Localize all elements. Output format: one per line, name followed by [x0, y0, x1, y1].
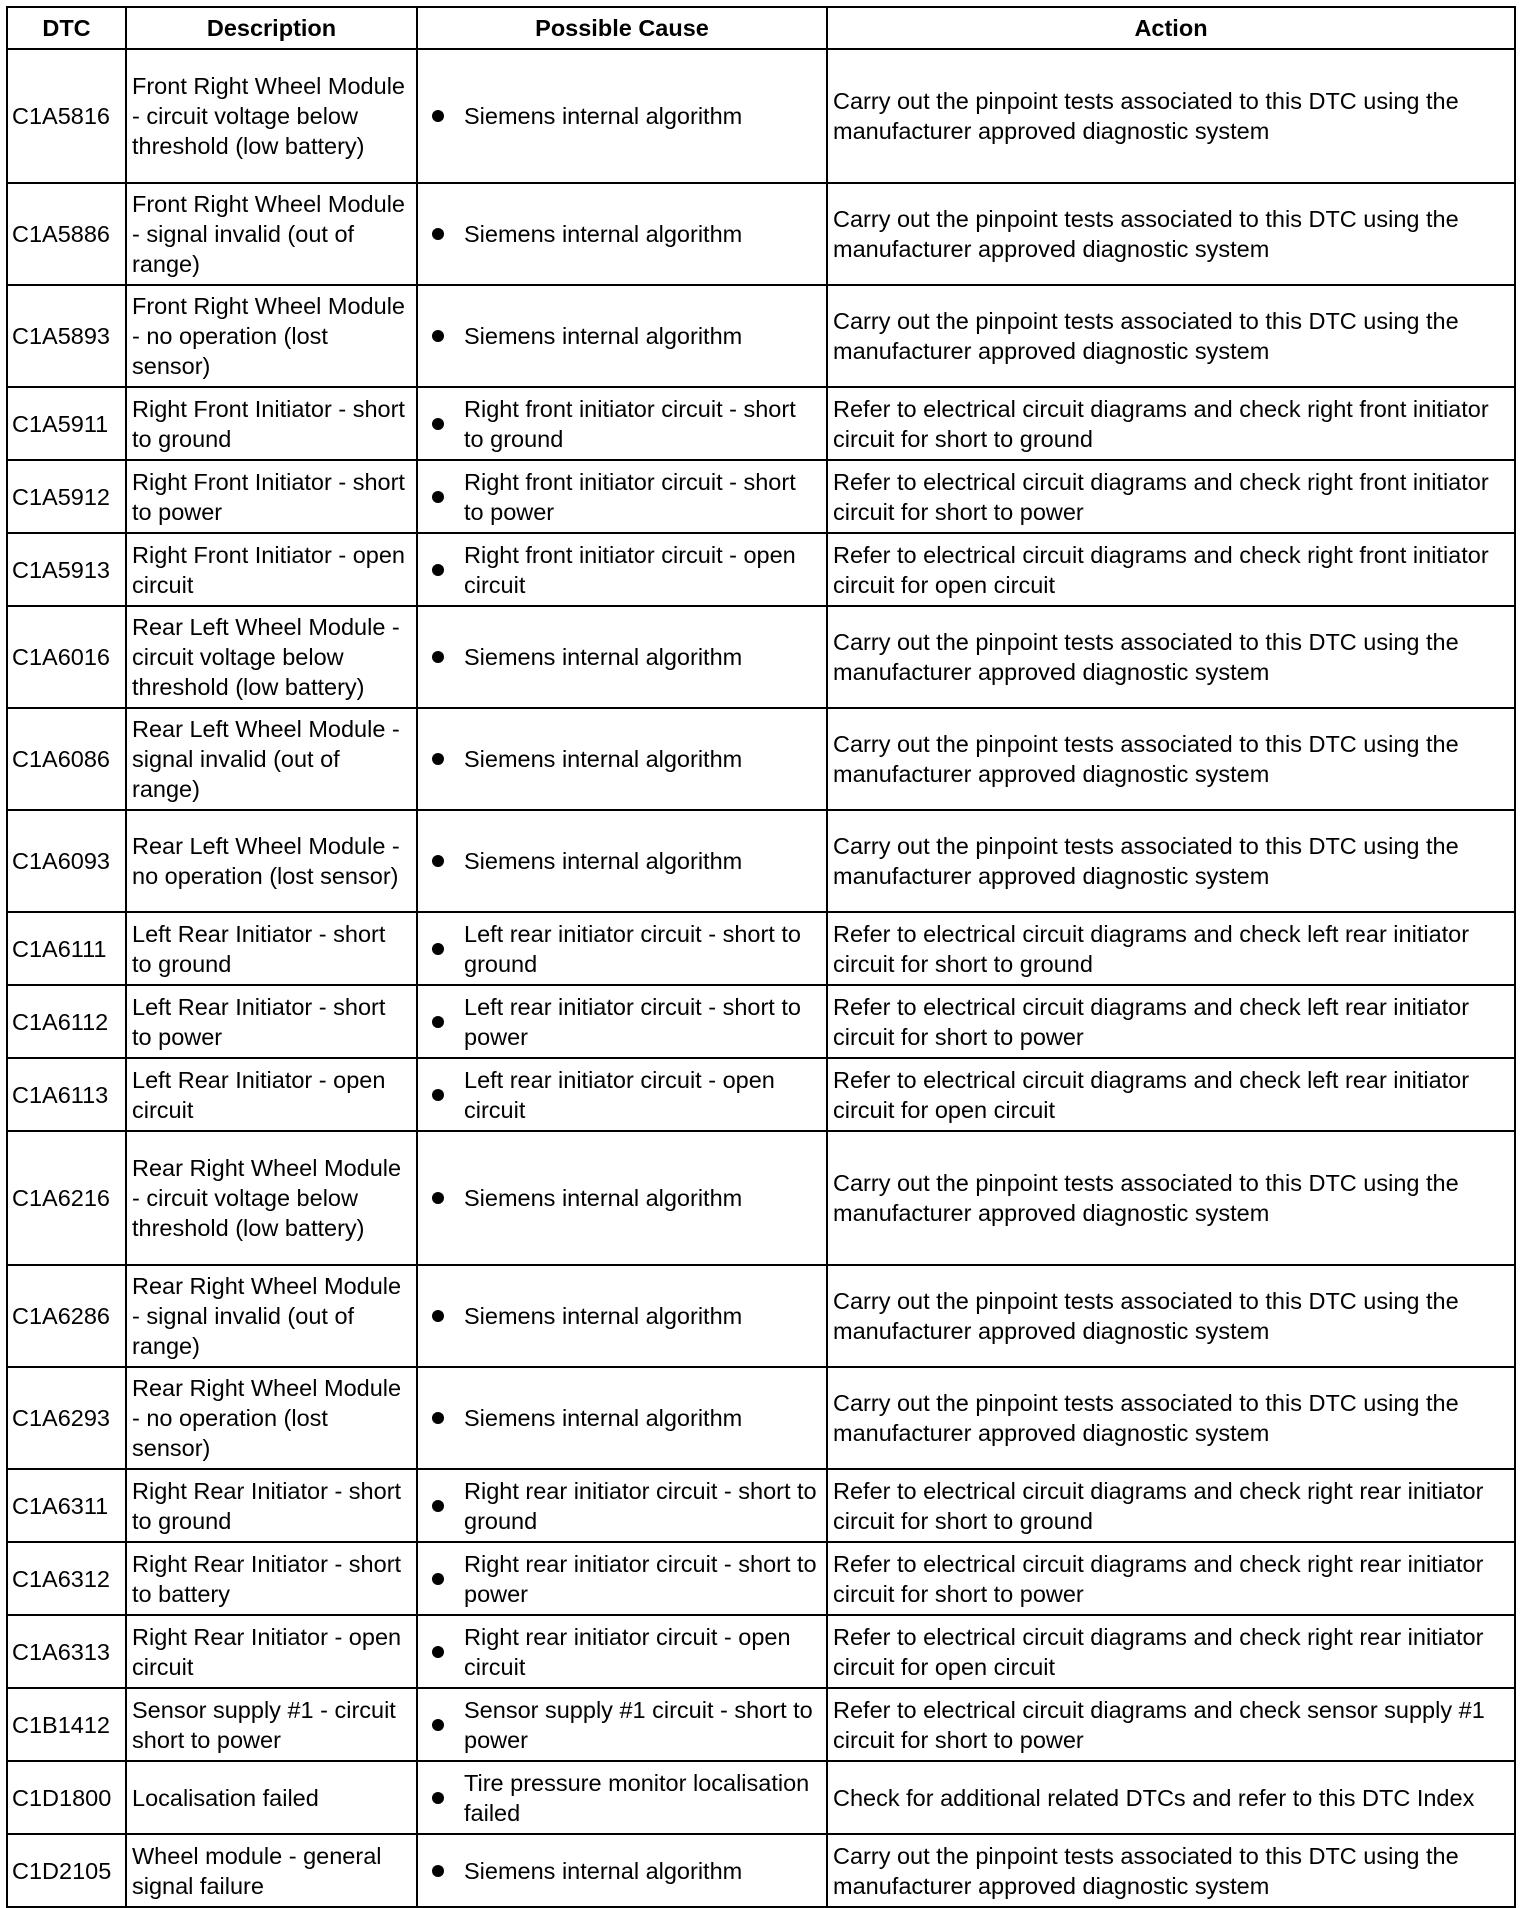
possible-cause-cell	[417, 810, 827, 912]
bullet-icon	[432, 943, 444, 955]
bullet-icon	[432, 1719, 444, 1731]
table-header	[7, 7, 1515, 49]
table-row	[7, 985, 1515, 1058]
action-cell: Carry out the pinpoint tests associated to this DTC using the manufacturer approved diagnostic system	[827, 1131, 1515, 1265]
bullet-list-item	[432, 101, 821, 131]
action-cell: Check for additional related DTCs and refer to this DTC Index	[827, 1761, 1515, 1834]
description-cell: Rear Right Wheel Module - no operation (lost sensor)	[126, 1367, 417, 1469]
possible-cause-text: Siemens internal algorithm	[464, 1303, 743, 1329]
action-cell: Carry out the pinpoint tests associated to this DTC using the manufacturer approved diagnostic system	[827, 49, 1515, 183]
possible-cause-text: Siemens internal algorithm	[464, 746, 743, 772]
description-cell: Left Rear Initiator - open circuit	[126, 1058, 417, 1131]
possible-cause-text: Siemens internal algorithm	[464, 221, 743, 247]
possible-cause-text: Left rear initiator circuit - open circuit	[464, 1066, 775, 1123]
action-cell: Carry out the pinpoint tests associated to this DTC using the manufacturer approved diagnostic system	[827, 1367, 1515, 1469]
possible-cause-text: Right rear initiator circuit - open circuit	[464, 1623, 791, 1680]
possible-cause-cell	[417, 912, 827, 985]
table-row	[7, 49, 1515, 183]
table-row	[7, 285, 1515, 387]
bullet-icon	[432, 491, 444, 503]
dtc-code-cell: C1A6293	[7, 1367, 126, 1469]
possible-cause-text: Siemens internal algorithm	[464, 1405, 743, 1431]
table-body	[7, 49, 1515, 1907]
bullet-list-item	[432, 1403, 821, 1433]
possible-cause-cell	[417, 1834, 827, 1907]
bullet-icon	[432, 1089, 444, 1101]
bullet-icon	[432, 418, 444, 430]
action-cell: Refer to electrical circuit diagrams and check right rear initiator circuit for short to ground	[827, 1469, 1515, 1542]
possible-cause-text: Left rear initiator circuit - short to ground	[464, 920, 801, 977]
possible-cause-text: Sensor supply #1 circuit - short to power	[464, 1696, 813, 1753]
dtc-code-cell: C1A6016	[7, 606, 126, 708]
bullet-icon	[432, 1310, 444, 1322]
bullet-list-item	[432, 1183, 821, 1213]
possible-cause-cell	[417, 1542, 827, 1615]
bullet-list-item	[432, 321, 821, 351]
description-cell: Right Front Initiator - short to power	[126, 460, 417, 533]
table-row	[7, 1688, 1515, 1761]
description-cell: Rear Left Wheel Module - no operation (lost sensor)	[126, 810, 417, 912]
action-cell: Refer to electrical circuit diagrams and check right front initiator circuit for short to ground	[827, 387, 1515, 460]
bullet-list-item	[432, 1695, 821, 1755]
table-row	[7, 183, 1515, 285]
dtc-code-cell: C1A5912	[7, 460, 126, 533]
header-action: Action	[827, 7, 1515, 49]
possible-cause-cell	[417, 285, 827, 387]
possible-cause-cell	[417, 1761, 827, 1834]
bullet-icon	[432, 564, 444, 576]
bullet-icon	[432, 1016, 444, 1028]
possible-cause-cell	[417, 49, 827, 183]
table-row	[7, 1615, 1515, 1688]
dtc-code-cell: C1A6313	[7, 1615, 126, 1688]
table-row	[7, 460, 1515, 533]
table-row	[7, 1761, 1515, 1834]
description-cell: Front Right Wheel Module - no operation (lost sensor)	[126, 285, 417, 387]
possible-cause-cell	[417, 1688, 827, 1761]
bullet-list-item	[432, 1301, 821, 1331]
possible-cause-text: Siemens internal algorithm	[464, 848, 743, 874]
description-cell: Rear Right Wheel Module - circuit voltage below threshold (low battery)	[126, 1131, 417, 1265]
possible-cause-cell	[417, 387, 827, 460]
possible-cause-cell	[417, 708, 827, 810]
table-row	[7, 533, 1515, 606]
dtc-code-cell: C1A6112	[7, 985, 126, 1058]
dtc-code-cell: C1A6093	[7, 810, 126, 912]
bullet-icon	[432, 1500, 444, 1512]
dtc-table	[6, 6, 1516, 1908]
dtc-code-cell: C1A6086	[7, 708, 126, 810]
bullet-list-item	[432, 1768, 821, 1828]
bullet-list-item	[432, 992, 821, 1052]
bullet-list-item	[432, 846, 821, 876]
bullet-list-item	[432, 1549, 821, 1609]
possible-cause-cell	[417, 460, 827, 533]
description-cell: Right Rear Initiator - open circuit	[126, 1615, 417, 1688]
action-cell: Refer to electrical circuit diagrams and check right front initiator circuit for open circuit	[827, 533, 1515, 606]
possible-cause-text: Tire pressure monitor localisation failed	[464, 1769, 810, 1826]
possible-cause-text: Siemens internal algorithm	[464, 644, 743, 670]
dtc-code-cell: C1A6216	[7, 1131, 126, 1265]
table-row	[7, 1542, 1515, 1615]
description-cell: Right Front Initiator - open circuit	[126, 533, 417, 606]
possible-cause-cell	[417, 1469, 827, 1542]
action-cell: Refer to electrical circuit diagrams and check left rear initiator circuit for open circuit	[827, 1058, 1515, 1131]
bullet-list-item	[432, 394, 821, 454]
possible-cause-cell	[417, 1265, 827, 1367]
bullet-list-item	[432, 219, 821, 249]
dtc-code-cell: C1A6311	[7, 1469, 126, 1542]
possible-cause-cell	[417, 1131, 827, 1265]
description-cell: Right Rear Initiator - short to battery	[126, 1542, 417, 1615]
action-cell: Refer to electrical circuit diagrams and check right rear initiator circuit for short to power	[827, 1542, 1515, 1615]
dtc-code-cell: C1A5913	[7, 533, 126, 606]
bullet-icon	[432, 1865, 444, 1877]
bullet-icon	[432, 110, 444, 122]
bullet-list-item	[432, 540, 821, 600]
dtc-code-cell: C1A5886	[7, 183, 126, 285]
bullet-list-item	[432, 744, 821, 774]
action-cell: Carry out the pinpoint tests associated to this DTC using the manufacturer approved diagnostic system	[827, 285, 1515, 387]
description-cell: Localisation failed	[126, 1761, 417, 1834]
bullet-icon	[432, 651, 444, 663]
table-row	[7, 387, 1515, 460]
possible-cause-text: Right front initiator circuit - open circuit	[464, 541, 796, 598]
table-row	[7, 810, 1515, 912]
table-row	[7, 1131, 1515, 1265]
dtc-table-container	[6, 6, 1514, 1908]
bullet-icon	[432, 1646, 444, 1658]
description-cell: Wheel module - general signal failure	[126, 1834, 417, 1907]
bullet-icon	[432, 228, 444, 240]
header-dtc: DTC	[7, 7, 126, 49]
description-cell: Rear Left Wheel Module - circuit voltage below threshold (low battery)	[126, 606, 417, 708]
table-row	[7, 1265, 1515, 1367]
bullet-list-item	[432, 467, 821, 527]
possible-cause-cell	[417, 1058, 827, 1131]
possible-cause-text: Siemens internal algorithm	[464, 103, 743, 129]
table-row	[7, 1469, 1515, 1542]
possible-cause-text: Right rear initiator circuit - short to ground	[464, 1477, 817, 1534]
description-cell: Rear Right Wheel Module - signal invalid (out of range)	[126, 1265, 417, 1367]
bullet-list-item	[432, 1476, 821, 1536]
dtc-code-cell: C1B1412	[7, 1688, 126, 1761]
bullet-list-item	[432, 642, 821, 672]
dtc-code-cell: C1A6286	[7, 1265, 126, 1367]
dtc-code-cell: C1A5816	[7, 49, 126, 183]
table-row	[7, 1367, 1515, 1469]
possible-cause-cell	[417, 985, 827, 1058]
description-cell: Front Right Wheel Module - signal invalid (out of range)	[126, 183, 417, 285]
possible-cause-cell	[417, 1367, 827, 1469]
description-cell: Right Front Initiator - short to ground	[126, 387, 417, 460]
bullet-icon	[432, 1573, 444, 1585]
possible-cause-text: Siemens internal algorithm	[464, 323, 743, 349]
dtc-code-cell: C1D1800	[7, 1761, 126, 1834]
possible-cause-cell	[417, 183, 827, 285]
dtc-code-cell: C1A6113	[7, 1058, 126, 1131]
action-cell: Carry out the pinpoint tests associated to this DTC using the manufacturer approved diagnostic system	[827, 1265, 1515, 1367]
table-row	[7, 1834, 1515, 1907]
header-possible-cause: Possible Cause	[417, 7, 827, 49]
possible-cause-text: Siemens internal algorithm	[464, 1185, 743, 1211]
possible-cause-text: Left rear initiator circuit - short to power	[464, 993, 801, 1050]
action-cell: Refer to electrical circuit diagrams and check left rear initiator circuit for short to power	[827, 985, 1515, 1058]
possible-cause-cell	[417, 1615, 827, 1688]
action-cell: Carry out the pinpoint tests associated to this DTC using the manufacturer approved diagnostic system	[827, 606, 1515, 708]
bullet-list-item	[432, 1622, 821, 1682]
action-cell: Carry out the pinpoint tests associated to this DTC using the manufacturer approved diagnostic system	[827, 183, 1515, 285]
description-cell: Right Rear Initiator - short to ground	[126, 1469, 417, 1542]
description-cell: Rear Left Wheel Module - signal invalid (out of range)	[126, 708, 417, 810]
table-row	[7, 912, 1515, 985]
bullet-icon	[432, 1792, 444, 1804]
bullet-list-item	[432, 1065, 821, 1125]
bullet-icon	[432, 855, 444, 867]
bullet-icon	[432, 330, 444, 342]
bullet-list-item	[432, 919, 821, 979]
header-description: Description	[126, 7, 417, 49]
header-row	[7, 7, 1515, 49]
action-cell: Carry out the pinpoint tests associated to this DTC using the manufacturer approved diagnostic system	[827, 1834, 1515, 1907]
possible-cause-cell	[417, 533, 827, 606]
table-row	[7, 708, 1515, 810]
dtc-code-cell: C1A6111	[7, 912, 126, 985]
description-cell: Left Rear Initiator - short to ground	[126, 912, 417, 985]
action-cell: Refer to electrical circuit diagrams and check sensor supply #1 circuit for short to power	[827, 1688, 1515, 1761]
description-cell: Sensor supply #1 - circuit short to power	[126, 1688, 417, 1761]
possible-cause-cell	[417, 606, 827, 708]
description-cell: Left Rear Initiator - short to power	[126, 985, 417, 1058]
possible-cause-text: Siemens internal algorithm	[464, 1857, 743, 1884]
description-cell: Front Right Wheel Module - circuit voltage below threshold (low battery)	[126, 49, 417, 183]
table-row	[7, 606, 1515, 708]
action-cell: Carry out the pinpoint tests associated to this DTC using the manufacturer approved diagnostic system	[827, 708, 1515, 810]
possible-cause-text: Right rear initiator circuit - short to power	[464, 1550, 817, 1607]
action-cell: Refer to electrical circuit diagrams and check right rear initiator circuit for open circuit	[827, 1615, 1515, 1688]
dtc-code-cell: C1A5893	[7, 285, 126, 387]
bullet-list-item	[432, 1856, 821, 1886]
table-row	[7, 1058, 1515, 1131]
possible-cause-text: Right front initiator circuit - short to power	[464, 468, 796, 525]
action-cell: Refer to electrical circuit diagrams and check right front initiator circuit for short to power	[827, 460, 1515, 533]
bullet-icon	[432, 1192, 444, 1204]
action-cell: Refer to electrical circuit diagrams and check left rear initiator circuit for short to ground	[827, 912, 1515, 985]
bullet-icon	[432, 753, 444, 765]
dtc-code-cell: C1A5911	[7, 387, 126, 460]
action-cell: Carry out the pinpoint tests associated to this DTC using the manufacturer approved diagnostic system	[827, 810, 1515, 912]
bullet-icon	[432, 1412, 444, 1424]
dtc-code-cell: C1D2105	[7, 1834, 126, 1907]
possible-cause-text: Right front initiator circuit - short to ground	[464, 395, 796, 452]
dtc-code-cell: C1A6312	[7, 1542, 126, 1615]
